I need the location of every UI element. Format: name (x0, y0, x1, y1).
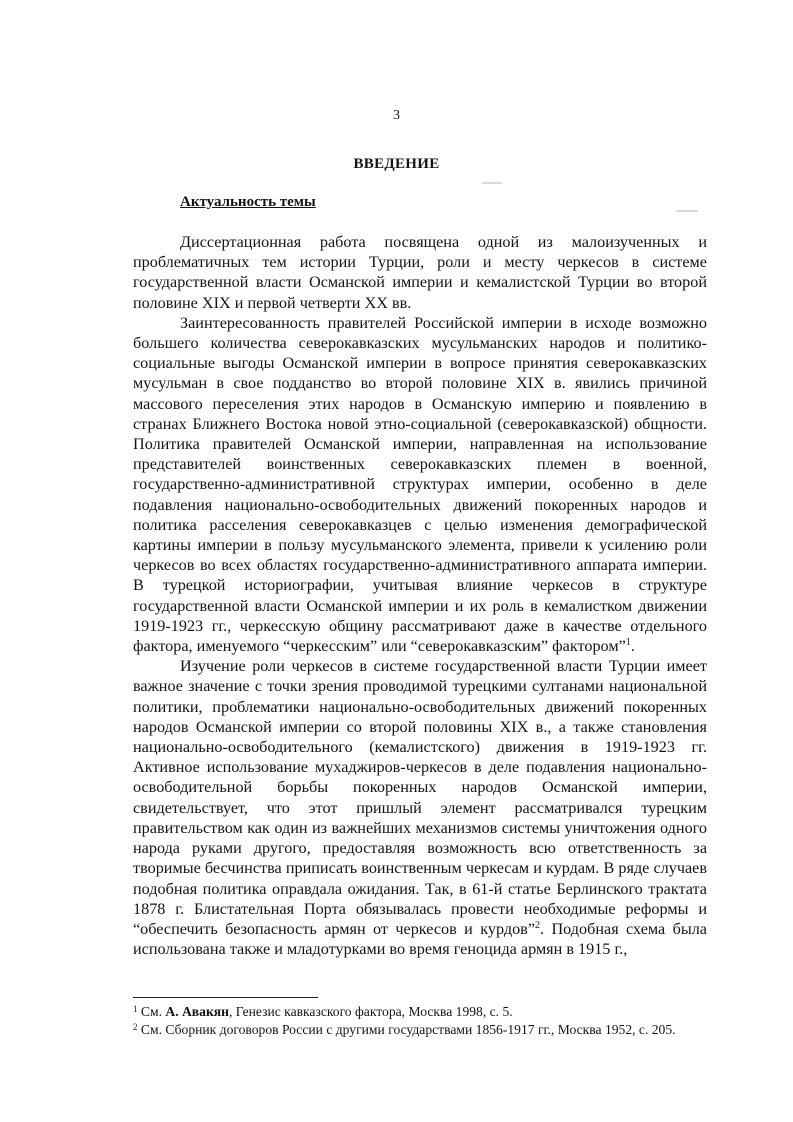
footnote-text: , Генезис кавказского фактора, Москва 1998, с. 5. (228, 1004, 513, 1019)
paragraph-3 (133, 656, 707, 959)
paragraph-1 (133, 232, 707, 313)
footnotes (133, 1003, 707, 1038)
scan-speck (482, 182, 502, 184)
footnote-number: 1 (133, 1004, 138, 1014)
page-title: ВВЕДЕНИЕ (353, 156, 440, 172)
paragraph-text: Заинтересованность правителей Российской империи в исходе возможно большего количества северокавказских мусульманских народов и политико-социальные выгоды Османской империи в вопросе принятия северокавказских мусульман в свое подданство во второй половине XIX в. явились причиной массового переселения этих народов в Османскую империю и появлению в странах Ближнего Востока новой этно-социальной (северокавказской) общности. Политика правителей Османской империи, направленная на использование представителей воинственных северокавказских племен в военной, государственно-административной структурах империи, особенно в деле подавления национально-освободительных движений покоренных народов и политика расселения северокавказцев с целью изменения демографической картины империи в пользу мусульманского элемента, привели к усилению роли черкесов во всех областях государственно-административного аппарата империи. В турецкой историографии, учитывая влияние черкесов в структуре государственной власти Османской империи и их роль в кемалистком движении 1919-1923 гг., черкесскую общину рассматривают даже в качестве отдельного фактора, именуемого “черкесским” или “северокавказским” фактором” (133, 313, 707, 656)
footnote-number: 2 (133, 1021, 138, 1032)
paragraph-2: Заинтересованность правителей Российской империи в исходе возможно большего количества северокавказских мусульманских народов и политико-социальные выгоды Османской империи в вопросе принятия северокавказских мусульман в свое подданство во второй половине XIX в. явились причиной массового переселения этих народов в Османскую империю и появлению в странах Ближнего Востока новой этно-социальной (северокавказской) общности. Политика правителей Османской империи, направленная на использование представителей воинственных северокавказских племен в военной, государственно-административной структурах империи, особенно в деле подавления национально-освободительных движений покоренных народов и политика расселения северокавказцев с целью изменения демографической картины империи в пользу мусульманского элемента, привели к усилению роли черкесов во всех областях государственно-административного аппарата империи. В турецкой историографии, учитывая влияние черкесов в структуре государственной власти Османской империи и их роль в кемалистком движении 1919-1923 гг., черкесскую общину рассматривают даже в качестве отдельного фактора, именуемого “черкесским” или “северокавказским” фактором”$^1$. (133, 313, 707, 656)
paragraph-text: Диссертационная работа посвящена одной из малоизученных и проблематичных тем истории Турции, роли и месту черкесов в системе государственной власти Османской империи и кемалистской Турции во второй половине XIX и первой четверти XX вв. (133, 233, 707, 312)
page-number: 3 (393, 108, 400, 123)
footnote-1 (133, 1003, 707, 1021)
section-heading: Актуальность темы (180, 194, 316, 210)
paragraph-text-tail: . Подобная схема была использована также и младотурками во время геноцида армян в 1915 г., (133, 919, 707, 959)
footnote-prefix: См. (140, 1004, 166, 1019)
scan-speck (676, 210, 698, 212)
footnote-text: См. Сборник договоров России с другими государствами 1856-1917 гг., Москва 1952, с. 205. (140, 1021, 676, 1037)
footnote-ref[interactable]: 2 (535, 919, 541, 931)
footnote-author: А. Авакян (165, 1004, 229, 1019)
footnote-2 (133, 1021, 707, 1039)
paragraph-text: Изучение роли черкесов в системе государственной власти Турции имеет важное значение с точки зрения проводимой турецкими султанами национальной политики, проблематики национально-освободительных движений покоренных народов Османской империи со второй половины XIX в., а также становления национально-освободительного (кемалистского) движения в 1919-1923 гг. Активное использование мухаджиров-черкесов в деле подавления национально-освободительной борьбы покоренных народов Османской империи, свидетельствует, что этот пришлый элемент рассматривался турецким правительством как один из важнейших механизмов системы уничтожения одного народа руками другого, предоставляя возможность всю ответственность за творимые бесчинства приписать воинственным черкесам и курдам. В ряде случаев подобная политика оправдала ожидания. Так, в 61-й статье Берлинского трактата 1878 г. Блистательная Порта обязывалась провести необходимые реформы и “обеспечить безопасность армян от черкесов и курдов” (133, 657, 707, 938)
body-text (133, 232, 707, 959)
footnote-ref[interactable]: 1 (625, 637, 631, 649)
footnote-divider (133, 997, 318, 998)
